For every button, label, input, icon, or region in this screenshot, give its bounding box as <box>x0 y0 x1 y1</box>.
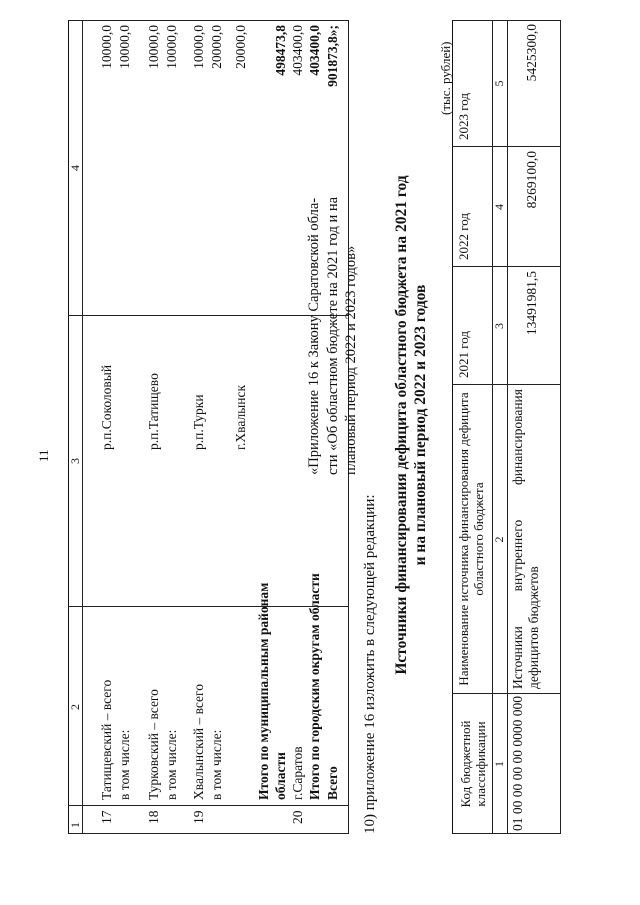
column-number: 1 <box>492 761 506 767</box>
amount-value: 10000,0 <box>146 25 161 69</box>
value-2021: 13491981,5 <box>524 271 539 336</box>
settlement-name: р.п.Соколовый <box>99 364 114 450</box>
amount-value: 10000,0 <box>117 25 132 69</box>
row-divider <box>507 20 508 834</box>
title-line: и на плановый период 2022 и 2023 годов <box>412 284 429 566</box>
row-number: 17 <box>99 810 114 824</box>
settlement-name: р.п.Турки <box>191 394 206 450</box>
total-value: 498473,8 <box>273 25 288 76</box>
amount-value: 10000,0 <box>164 25 179 69</box>
column-number: 2 <box>68 704 82 710</box>
settlement-name: р.п.Татищево <box>146 373 161 450</box>
grand-total-row-label: Всего <box>325 766 340 800</box>
column-number: 1 <box>68 822 82 828</box>
column-number: 3 <box>492 323 506 329</box>
header-year: 2022 год <box>456 213 471 260</box>
amount-value: 10000,0 <box>99 25 114 69</box>
column-number: 5 <box>492 80 506 87</box>
amendment-paragraph: 10) приложение 16 изложить в следующей редакции: <box>362 494 378 834</box>
section-title <box>392 105 430 745</box>
column-number: 4 <box>492 204 506 210</box>
source-name: Источники внутреннего финансирования дефицитов бюджетов <box>510 389 541 689</box>
amount-value: 10000,0 <box>191 25 206 69</box>
column-divider <box>68 805 349 806</box>
header-name: Наименование источника финансирования дефицита областного бюджета <box>456 392 486 686</box>
district-name: Турковский – всего <box>146 689 161 800</box>
row-number: 18 <box>146 810 161 824</box>
settlement-name: г.Хвалынск <box>233 384 248 450</box>
header-year: 2023 год <box>456 93 471 140</box>
units-note: (тыс. рублей) <box>438 41 453 115</box>
row-number: 19 <box>191 810 206 824</box>
column-number: 2 <box>492 536 506 543</box>
title-line: Источники финансирования дефицита областного бюджета на 2021 год <box>393 175 410 675</box>
value-2023: 5425300,0 <box>524 24 539 82</box>
total-label: Итого по муниципальным районам <box>256 582 271 800</box>
saratov-row-label: г.Саратов <box>290 746 305 800</box>
budget-code: 01 00 00 00 00 0000 000 <box>510 696 525 831</box>
city-total-row-value: 403400,0 <box>307 25 322 76</box>
amount-value: 20000,0 <box>233 25 248 69</box>
page-number: 11 <box>36 449 51 462</box>
total-label: области <box>273 752 288 800</box>
header-year: 2021 год <box>456 331 471 378</box>
district-name: Татищевский – всего <box>99 679 114 800</box>
appendix-line: «Приложение 16 к Закону Саратовской обла- <box>306 197 322 475</box>
row-number: 20 <box>290 810 305 824</box>
appendix-line: плановый период 2022 и 2023 годов» <box>343 245 359 475</box>
column-number: 3 <box>68 458 82 464</box>
appendix-reference <box>305 197 361 475</box>
district-subtitle: в том числе: <box>117 729 132 800</box>
appendix-line: сти «Об областном бюджете на 2021 год и на <box>324 196 341 475</box>
column-number: 4 <box>68 165 82 171</box>
header-code: Код бюджетной классификации <box>458 720 488 808</box>
grand-total-row-value: 901873,8»; <box>325 25 340 87</box>
financing-sources-table <box>452 20 561 834</box>
value-2022: 8269100,0 <box>524 151 539 209</box>
district-subtitle: в том числе: <box>209 729 224 800</box>
city-total-row-label: Итого по городским округам области <box>307 573 322 800</box>
saratov-row-value: 403400,0 <box>290 25 305 76</box>
district-subtitle: в том числе: <box>164 729 179 800</box>
table-header-row <box>68 20 83 834</box>
amount-value: 20000,0 <box>209 25 224 69</box>
district-name: Хвалынский – всего <box>191 684 206 800</box>
